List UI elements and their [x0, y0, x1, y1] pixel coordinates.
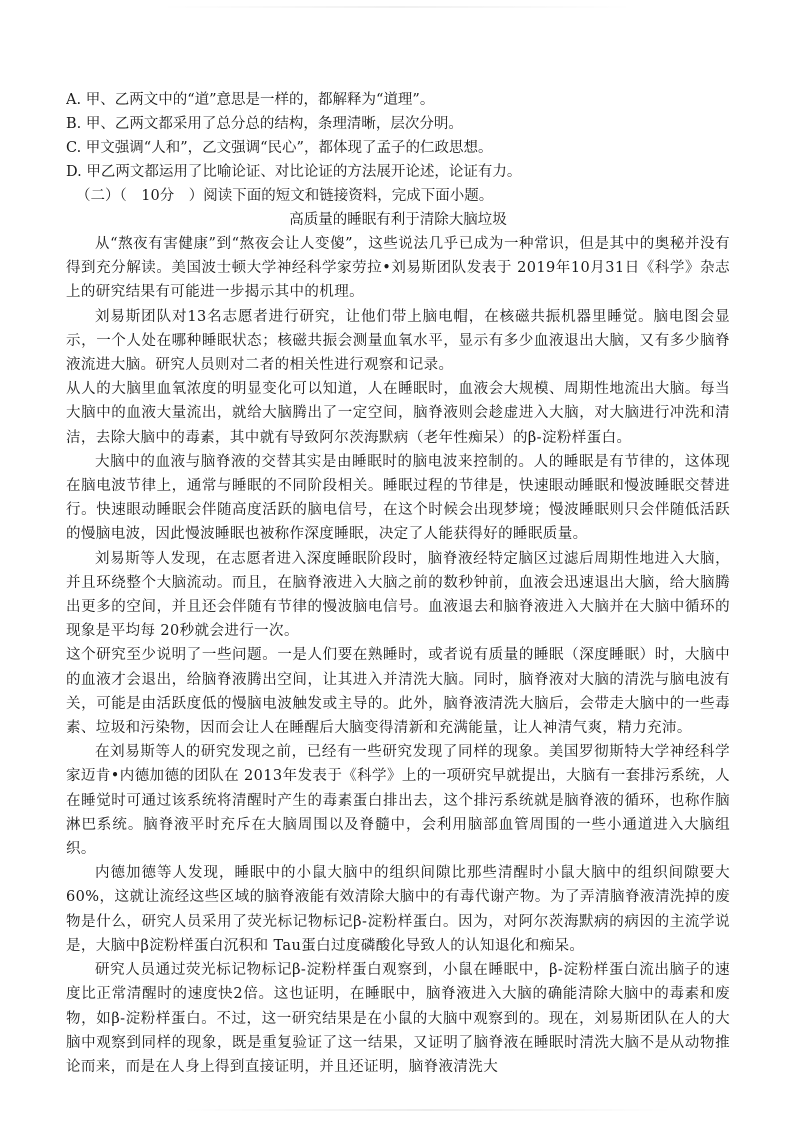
paragraph: 从“熬夜有害健康”到“熬夜会让人变傻”，这些说法几乎已成为一种常识，但是其中的奥秘并没有得到充分解读。美国波士顿大学神经科学家劳拉•刘易斯团队发表于 2019年10月31日《科学》杂志上的研究结果有可能进一步揭示其中的机理。	[66, 236, 730, 301]
option-b: B. 甲、乙两文都采用了总分总的结构，条理清晰，层次分明。	[66, 116, 463, 132]
paragraph: 从人的大脑里血氧浓度的明显变化可以知道，人在睡眠时，血液会大规模、周期性地流出大脑。每当大脑中的血液大量流出，就给大脑腾出了一定空间，脑脊液则会趁虚进入大脑，对大脑进行冲洗和清洁，去除大脑中的毒素，其中就有导致阿尔茨海默病（老年性痴呆）的β-淀粉样蛋白。	[66, 381, 730, 446]
paragraph: 在刘易斯等人的研究发现之前，已经有一些研究发现了同样的现象。美国罗彻斯特大学神经科学家迈肯•内德加德的团队在 2013年发表于《科学》上的一项研究早就提出，大脑有一套排污系统，人在睡觉时可通过该系统将清醒时产生的毒素蛋白排出去，这个排污系统就是脑脊液的循环，也称作脑淋巴系统。脑脊液平时充斥在大脑周围以及脊髓中，会利用脑部血管周围的一些小通道进入大脑组织。	[66, 744, 730, 858]
paragraph: 内德加德等人发现，睡眠中的小鼠大脑中的组织间隙比那些清醒时小鼠大脑中的组织间隙要大60%，这就让流经这些区域的脑脊液能有效清除大脑中的有毒代谢产物。为了弄清脑脊液清洗掉的废物是什么，研究人员采用了荧光标记物标记β-淀粉样蛋白。因为，对阿尔茨海默病的病因的主流学说是，大脑中β淀粉样蛋白沉积和 Tau蛋白过度磷酸化导致人的认知退化和痴呆。	[66, 865, 730, 954]
paragraph: 刘易斯团队对13名志愿者进行研究，让他们带上脑电帽，在核磁共振机器里睡觉。脑电图会显示，一个人处在哪种睡眠状态；核磁共振会测量血氧水平，显示有多少血液退出大脑，又有多少脑脊液流进大脑。研究人员则对二者的相关性进行观察和记录。	[66, 308, 730, 374]
answer-options	[66, 88, 730, 184]
article-title: 高质量的睡眠有利于清除大脑垃圾	[289, 212, 507, 228]
paragraph: 研究人员通过荧光标记物标记β-淀粉样蛋白观察到，小鼠在睡眠中，β-淀粉样蛋白流出脑子的速度比正常清醒时的速度快2倍。这也证明，在睡眠中，脑脊液进入大脑的确能清除大脑中的毒素和废物，如β-淀粉样蛋白。不过，这一研究结果是在小鼠的大脑中观察到的。现在，刘易斯团队在人的大脑中观察到同样的现象，既是重复验证了这一结果，又证明了脑脊液在睡眠时清洗大脑不是从动物推论而来，而是在人身上得到直接证明，并且还证明，脑脊液清洗大	[66, 962, 730, 1075]
option-c: C. 甲文强调“人和”，乙文强调“民心”，都体现了孟子的仁政思想。	[66, 140, 493, 156]
option-d: D. 甲乙两文都运用了比喻论证、对比论证的方法展开论述，论证有力。	[66, 164, 522, 180]
paragraph: 刘易斯等人发现，在志愿者进入深度睡眠阶段时，脑脊液经特定脑区过滤后周期性地进入大脑，并且环绕整个大脑流动。而且，在脑脊液进入大脑之前的数秒钟前，血液会迅速退出大脑，给大脑腾出更多的空间，并且还会伴随有节律的慢波脑电信号。血液退去和脑脊液进入大脑并在大脑中循环的现象是平均每 20秒就会进行一次。	[66, 550, 730, 640]
option-a: A. 甲、乙两文中的“道”意思是一样的，都解释为“道理”。	[66, 92, 435, 108]
paragraph: 这个研究至少说明了一些问题。一是人们要在熟睡时，或者说有质量的睡眠（深度睡眠）时，大脑中的血液才会退出，给脑脊液腾出空间，让其进入并清洗大脑。同时，脑脊液对大脑的清洗与脑电波有关，可能是由活跃度低的慢脑电波触发或主导的。此外，脑脊液清洗大脑后，会带走大脑中的一些毒素、垃圾和污染物，因而会让人在睡醒后大脑变得清新和充满能量，让人神清气爽，精力充沛。	[66, 647, 730, 737]
scan-edge-bottom	[180, 1109, 674, 1111]
paragraph: 大脑中的血液与脑脊液的交替其实是由睡眠时的脑电波来控制的。人的睡眠是有节律的，这体现在脑电波节律上，通常与睡眠的不同阶段相关。睡眠过程的节律是，快速眼动睡眠和慢波睡眠交替进行。快速眼动睡眠会伴随高度活跃的脑电信号，在这个时候会出现梦境；慢波睡眠则只会伴随低活跃的慢脑电波，因此慢波睡眠也被称作深度睡眠，决定了人能获得好的睡眠质量。	[66, 453, 730, 543]
article-body	[66, 232, 730, 1079]
section-heading: （二）（ 10分 ）阅读下面的短文和链接资料，完成下面小题。	[76, 188, 494, 204]
